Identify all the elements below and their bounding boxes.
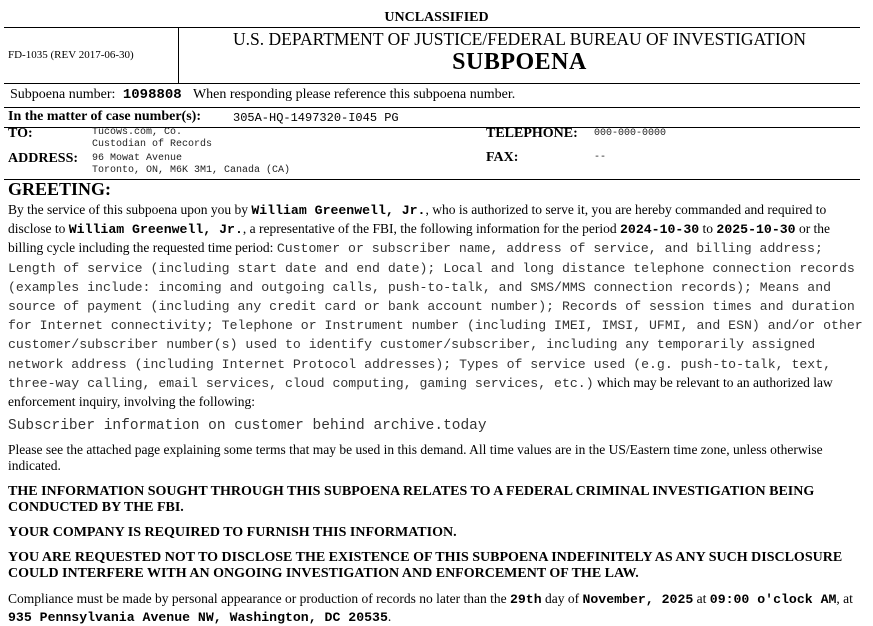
greeting-text-3: , a representative of the FBI, the following information for the period xyxy=(242,221,621,237)
compliance-month-year: November, 2025 xyxy=(582,592,694,607)
telephone-label: TELEPHONE: xyxy=(486,126,578,141)
address-label: ADDRESS: xyxy=(8,151,79,166)
greeting-text-6: which may be relevant to an authorized law enforcement inquiry, involving the following: xyxy=(8,374,833,410)
compliance-paragraph xyxy=(8,590,864,626)
greeting-heading: GREETING: xyxy=(8,179,112,199)
period-start-date: 2024-10-30 xyxy=(620,222,700,238)
recipient-name xyxy=(92,127,212,151)
address-line-1: 96 Mowat Avenue xyxy=(92,153,183,164)
department-name: U.S. DEPARTMENT OF JUSTICE/FEDERAL BUREAU OF INVESTIGATION xyxy=(233,29,806,49)
representative-name: William Greenwell, Jr. xyxy=(68,222,243,238)
recipient-block xyxy=(4,126,860,180)
compliance-text-1: Compliance must be made by personal appearance or production of records no later than the xyxy=(8,591,510,606)
document-header xyxy=(4,27,860,84)
compliance-location: 935 Pennsylvania Avenue NW, Washington, DC 20535 xyxy=(8,610,388,625)
subpoena-number: 1098808 xyxy=(122,87,182,103)
greeting-text-4: to xyxy=(699,221,717,237)
document-title: SUBPOENA xyxy=(452,49,587,75)
address-line-2: Toronto, ON, M6K 3M1, Canada (CA) xyxy=(92,165,291,176)
to-label: TO: xyxy=(8,126,33,141)
greeting-paragraph xyxy=(8,201,864,411)
furnish-requirement-notice: YOUR COMPANY IS REQUIRED TO FURNISH THIS INFORMATION. xyxy=(8,525,457,540)
federal-investigation-notice: THE INFORMATION SOUGHT THROUGH THIS SUBPOENA RELATES TO A FEDERAL CRIMINAL INVESTIGATION BEING CONDUCTED BY THE FBI. xyxy=(8,484,815,515)
form-id: FD-1035 (REV 2017-06-30) xyxy=(8,49,134,61)
case-number-label: In the matter of case number(s): xyxy=(8,109,201,124)
investigation-subject: Subscriber information on customer behind archive.today xyxy=(8,418,487,434)
reference-note: When responding please reference this subpoena number. xyxy=(192,87,516,102)
terms-note: Please see the attached page explaining some terms that may be used in this demand. All time values are in the US/Eastern time zone, unless otherwise indicated. xyxy=(8,442,823,473)
compliance-text-3: at xyxy=(693,591,710,606)
telephone-value: 000-000-0000 xyxy=(594,128,667,139)
requested-items: Customer or subscriber name, address of service, and billing address; Length of service (including start date and end date); Local and long distance telephone connection records (examples include: incoming and outgoing calls, push-to-talk, and SMS/MMS connection records); Means and source of payment (including any credit card or bank account number); Records of session times and duration for Internet connectivity; Telephone or Instrument number (including IMEI, IMSI, UFMI, and ESN) and/or other customer/subscriber number(s) used to identify customer/subscriber, including any temporarily assigned network address (including Internet Protocol addresses); Types of service used (e.g. push-to-talk, text, three-way calling, email services, cloud computing, gaming services, etc.) xyxy=(8,241,863,391)
recipient-line-2: Custodian of Records xyxy=(92,139,213,150)
classification-marking: UNCLASSIFIED xyxy=(384,10,489,25)
subpoena-number-row xyxy=(10,87,515,103)
period-end-date: 2025-10-30 xyxy=(716,222,796,238)
recipient-line-1: Tucows.com, Co. xyxy=(92,127,183,138)
case-number: 305A-HQ-1497320-I045 PG xyxy=(233,111,399,125)
compliance-day: 29th xyxy=(509,592,542,607)
compliance-text-5: . xyxy=(387,609,392,624)
compliance-text-4: , at xyxy=(836,591,853,606)
server-name: William Greenwell, Jr. xyxy=(251,203,426,218)
greeting-text-2: , who is authorized to serve it, you are hereby commanded and required to disclose to xyxy=(8,202,827,237)
fax-label: FAX: xyxy=(486,150,519,165)
compliance-time: 09:00 o'clock AM xyxy=(709,592,837,607)
recipient-address xyxy=(92,153,290,177)
greeting-text-1: By the service of this subpoena upon you by xyxy=(8,202,252,217)
fax-value: -- xyxy=(594,152,607,163)
compliance-text-2: day of xyxy=(541,591,583,606)
greeting-text-5: or the billing cycle including the requested time period: xyxy=(8,221,831,256)
case-number-row xyxy=(4,107,860,128)
non-disclosure-notice: YOU ARE REQUESTED NOT TO DISCLOSE THE EXISTENCE OF THIS SUBPOENA INDEFINITELY AS ANY SUCH DISCLOSURE COULD INTERFERE WITH AN ONGOING INVESTIGATION AND ENFORCEMENT OF THE LAW. xyxy=(8,550,843,581)
subpoena-number-label: Subpoena number: xyxy=(10,87,116,102)
